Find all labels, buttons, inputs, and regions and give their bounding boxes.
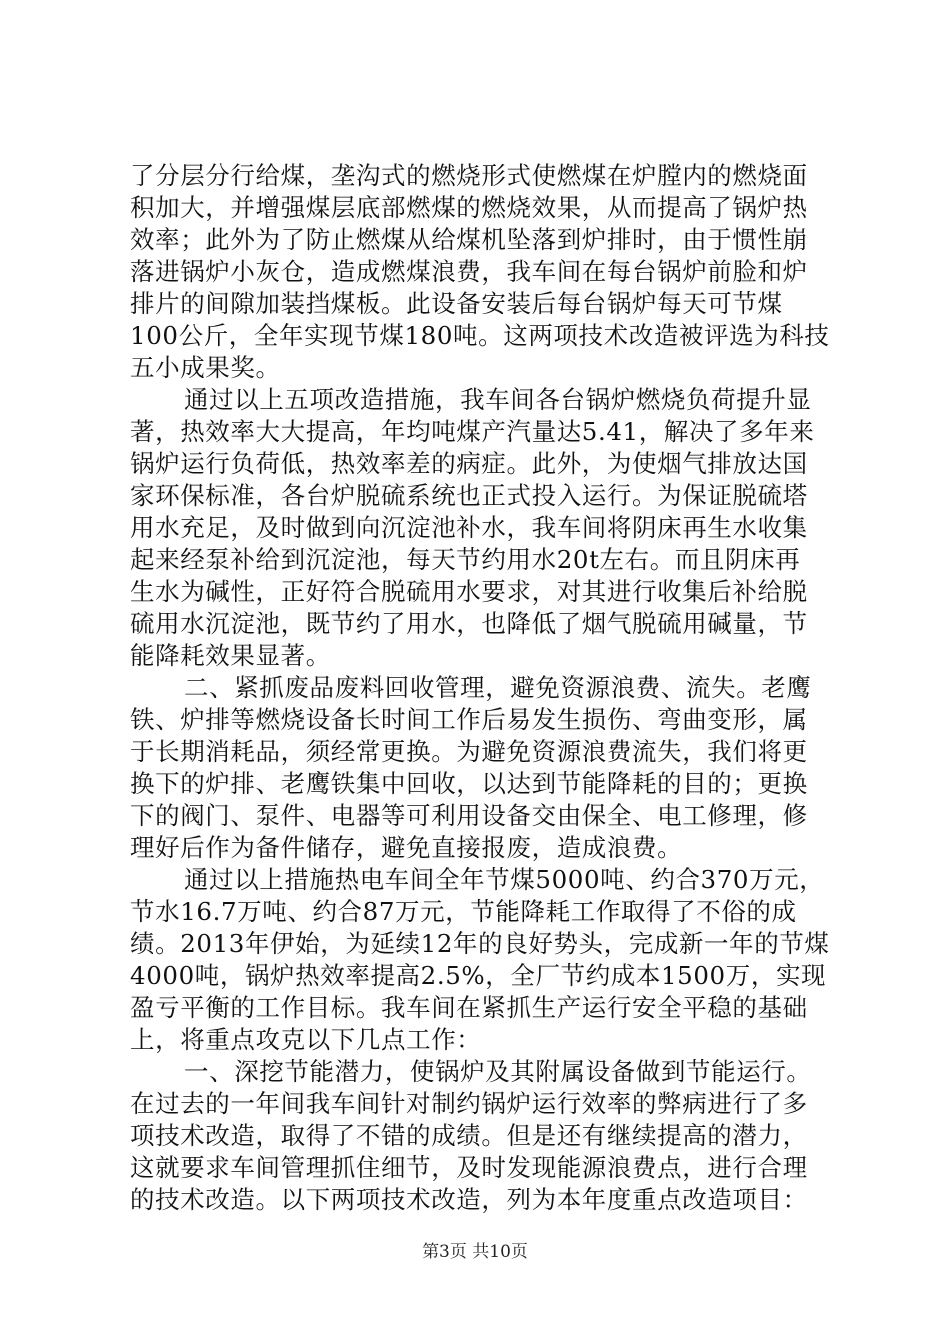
text-line: 这就要求车间管理抓住细节，及时发现能源浪费点，进行合理 (130, 1153, 808, 1182)
text-line: 盈亏平衡的工作目标。我车间在紧抓生产运行安全平稳的基础 (130, 993, 808, 1022)
text-line: 上，将重点攻克以下几点工作： (130, 1025, 482, 1054)
text-line: 能降耗效果显著。 (130, 641, 331, 670)
text-line: 起来经泵补给到沉淀池，每天节约用水20t左右。而且阴床再 (130, 545, 801, 574)
text-line: 换下的炉排、老鹰铁集中回收，以达到节能降耗的目的；更换 (130, 769, 808, 798)
text-line: 铁、炉排等燃烧设备长时间工作后易发生损伤、弯曲变形，属 (130, 705, 808, 734)
text-line: 了分层分行给煤，垄沟式的燃烧形式使燃煤在炉膛内的燃烧面 (130, 161, 808, 190)
document-body (130, 160, 830, 1216)
paragraph-start-line: 通过以上五项改造措施，我车间各台锅炉燃烧负荷提升显 (184, 385, 812, 414)
text-line: 在过去的一年间我车间针对制约锅炉运行效率的弊病进行了多 (130, 1089, 808, 1118)
text-line: 用水充足，及时做到向沉淀池补水，我车间将阴床再生水收集 (130, 513, 808, 542)
text-line: 100公斤，全年实现节煤180吨。这两项技术改造被评选为科技 (130, 321, 830, 350)
text-line: 硫用水沉淀池，既节约了用水，也降低了烟气脱硫用碱量，节 (130, 609, 808, 638)
text-line: 绩。2013年伊始，为延续12年的良好势头，完成新一年的节煤 (130, 929, 830, 958)
text-line: 五小成果奖。 (130, 353, 281, 382)
text-line: 积加大，并增强煤层底部燃煤的燃烧效果，从而提高了锅炉热 (130, 193, 808, 222)
text-line: 下的阀门、泵件、电器等可利用设备交由保全、电工修理，修 (130, 801, 808, 830)
paragraph-start-line: 二、紧抓废品废料回收管理，避免资源浪费、流失。老鹰 (184, 673, 812, 702)
text-line: 理好后作为备件储存，避免直接报废，造成浪费。 (130, 833, 683, 862)
text-line: 著，热效率大大提高，年均吨煤产汽量达5.41，解决了多年来 (130, 417, 815, 446)
paragraph-start-line: 一、深挖节能潜力，使锅炉及其附属设备做到节能运行。 (184, 1057, 812, 1086)
text-line: 落进锅炉小灰仓，造成燃煤浪费，我车间在每台锅炉前脸和炉 (130, 257, 808, 286)
text-line: 节水16.7万吨、约合87万元，节能降耗工作取得了不俗的成 (130, 897, 797, 926)
text-line: 效率；此外为了防止燃煤从给煤机坠落到炉排时，由于惯性崩 (130, 225, 808, 254)
paragraph-start-line: 通过以上措施热电车间全年节煤5000吨、约合370万元， (184, 865, 825, 894)
text-line: 生水为碱性，正好符合脱硫用水要求，对其进行收集后补给脱 (130, 577, 808, 606)
text-line: 的技术改造。以下两项技术改造，列为本年度重点改造项目： (130, 1185, 808, 1214)
page-number-footer: 第3页 共10页 (422, 1242, 528, 1262)
text-line: 锅炉运行负荷低，热效率差的病症。此外，为使烟气排放达国 (130, 449, 808, 478)
text-line: 项技术改造，取得了不错的成绩。但是还有继续提高的潜力， (130, 1121, 808, 1150)
text-line: 排片的间隙加装挡煤板。此设备安装后每台锅炉每天可节煤 (130, 289, 783, 318)
text-line: 4000吨，锅炉热效率提高2.5%，全厂节约成本1500万，实现 (130, 961, 827, 990)
text-line: 家环保标准，各台炉脱硫系统也正式投入运行。为保证脱硫塔 (130, 481, 808, 510)
text-line: 于长期消耗品，须经常更换。为避免资源浪费流失，我们将更 (130, 737, 808, 766)
